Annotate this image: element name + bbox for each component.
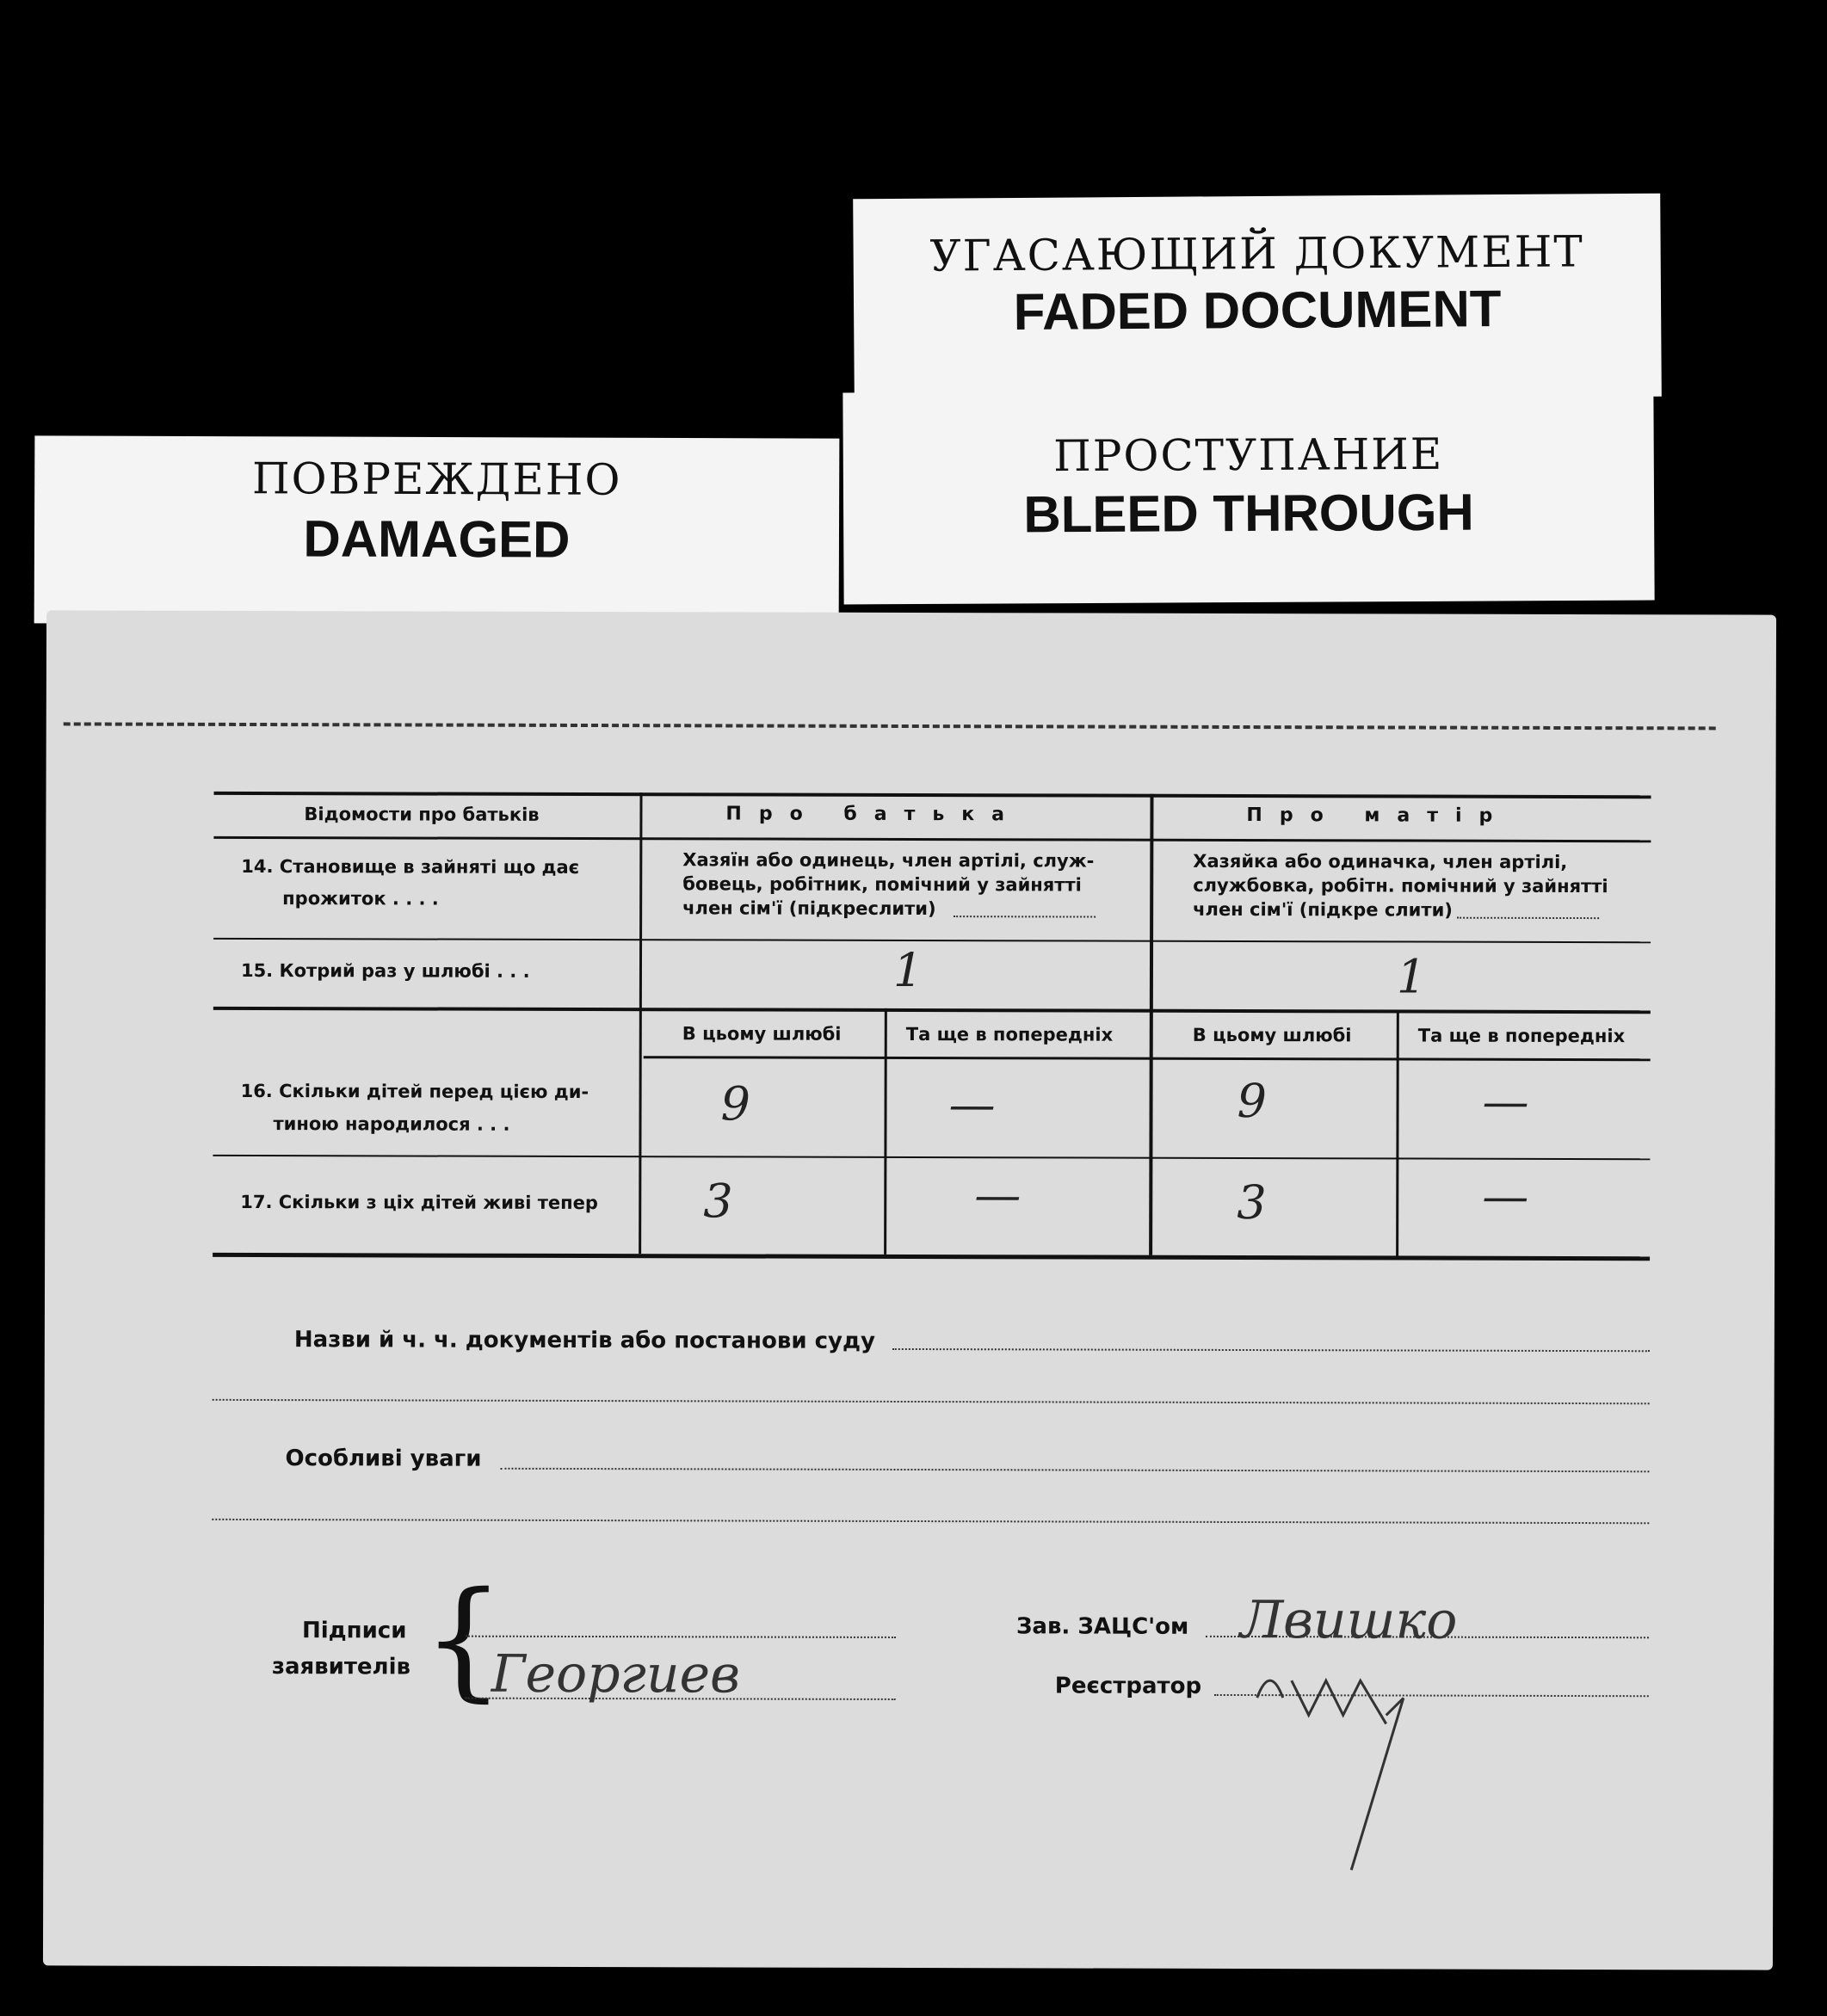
registrar-label: Реєстратор xyxy=(1054,1673,1202,1699)
perforation-line xyxy=(64,722,1716,730)
row16-label-line1: 16. Скільки дітей перед цією ди- xyxy=(240,1080,589,1103)
row17-mother-prev: — xyxy=(1482,1168,1529,1224)
label-column-border xyxy=(639,792,642,1254)
row14-label-line2: прожиток . . . . xyxy=(282,888,439,909)
damaged-ru: ПОВРЕЖДЕНО xyxy=(251,453,622,505)
faded-document-ru: УГАСАЮЩИЙ ДОКУМЕНТ xyxy=(929,226,1584,281)
subheader-father-prev: Та ще в попередніх xyxy=(905,1023,1114,1045)
row14-father-line2: бовець, робітник, помічний у зайнятті xyxy=(682,873,1082,896)
row16-father-this: 9 xyxy=(720,1076,751,1131)
row14-father-line1: Хазяїн або одинець, член артілі, служ- xyxy=(682,849,1095,872)
signatures-label-line1: Підписи xyxy=(301,1618,407,1644)
row14-border xyxy=(213,938,1651,943)
head-signature: Лвишко xyxy=(1239,1590,1458,1651)
row16-mother-this: 9 xyxy=(1237,1073,1268,1129)
row16-label-line2: тиною народилося . . . xyxy=(273,1113,510,1135)
faded-document-en: FADED DOCUMENT xyxy=(1013,280,1502,341)
header-father: Про батька xyxy=(725,803,1022,826)
document-sheet xyxy=(43,610,1776,1970)
applicant-signature: Георгиев xyxy=(491,1643,741,1705)
damaged-en: DAMAGED xyxy=(303,509,571,569)
table-header-border xyxy=(213,836,1651,842)
row16-mother-prev: — xyxy=(1482,1074,1529,1129)
documents-label: Назви й ч. ч. документів або постанови суду xyxy=(293,1327,875,1354)
row14-father-line3: член сім'ї (підкреслити) xyxy=(682,897,936,920)
row14-father-dots xyxy=(954,916,1096,917)
row15-border xyxy=(213,1007,1651,1014)
mother-sub-border xyxy=(1396,1009,1399,1255)
row16-father-prev: — xyxy=(948,1077,996,1132)
signatures-label-line2: заявителів xyxy=(271,1654,411,1680)
row15-father-value: 1 xyxy=(892,942,923,998)
subheader-mother-this: В цьому шлюбі xyxy=(1192,1024,1352,1046)
row14-mother-line3: член сім'ї (підкре слити) xyxy=(1193,898,1453,921)
signatures-brace: { xyxy=(422,1564,505,1715)
row17-mother-this: 3 xyxy=(1237,1174,1267,1230)
subheader-father-this: В цьому шлюбі xyxy=(682,1023,842,1045)
remarks-dots-line2 xyxy=(212,1519,1649,1524)
faded-document-card xyxy=(853,194,1662,403)
row14-mother-line1: Хазяйка або одиначка, член артілі, xyxy=(1193,850,1568,872)
row15-label: 15. Котрий раз у шлюбі . . . xyxy=(240,959,530,982)
row17-father-prev: — xyxy=(974,1168,1022,1223)
row15-mother-value: 1 xyxy=(1396,949,1427,1004)
damaged-card xyxy=(34,435,840,626)
remarks-dots xyxy=(500,1468,1649,1472)
row14-mother-line2: службовка, робітн. помічний у зайнятті xyxy=(1193,874,1608,897)
bleed-through-ru: ПРОСТУПАНИЕ xyxy=(1053,428,1444,482)
row16-border xyxy=(213,1155,1650,1160)
father-mother-border xyxy=(1149,794,1153,1255)
row14-label-line1: 14. Становище в зайняті що дає xyxy=(241,855,580,878)
documents-dots xyxy=(892,1348,1650,1352)
bleed-through-card xyxy=(843,389,1654,605)
header-label: Відомости про батьків xyxy=(304,804,540,825)
row17-label: 17. Скільки з ціх дітей живі тепер xyxy=(240,1191,598,1214)
table-bottom-border xyxy=(213,1253,1650,1261)
table-top-border xyxy=(214,792,1651,798)
row17-father-this: 3 xyxy=(703,1174,733,1229)
header-mother: Про матір xyxy=(1246,805,1510,827)
registrar-signature xyxy=(1248,1646,1559,1888)
documents-dots-line2 xyxy=(213,1399,1650,1404)
father-sub-border xyxy=(884,1008,887,1255)
signature-line-1 xyxy=(466,1636,896,1638)
bleed-through-en: BLEED THROUGH xyxy=(1023,483,1474,544)
subheader-mother-prev: Та ще в попередніх xyxy=(1417,1025,1626,1047)
subheader-border xyxy=(644,1056,1651,1061)
row14-mother-dots xyxy=(1457,917,1599,919)
remarks-label: Особливі уваги xyxy=(285,1446,482,1472)
head-label: Зав. ЗАЦС'ом xyxy=(1015,1613,1189,1640)
parents-info-table xyxy=(214,792,1651,1230)
